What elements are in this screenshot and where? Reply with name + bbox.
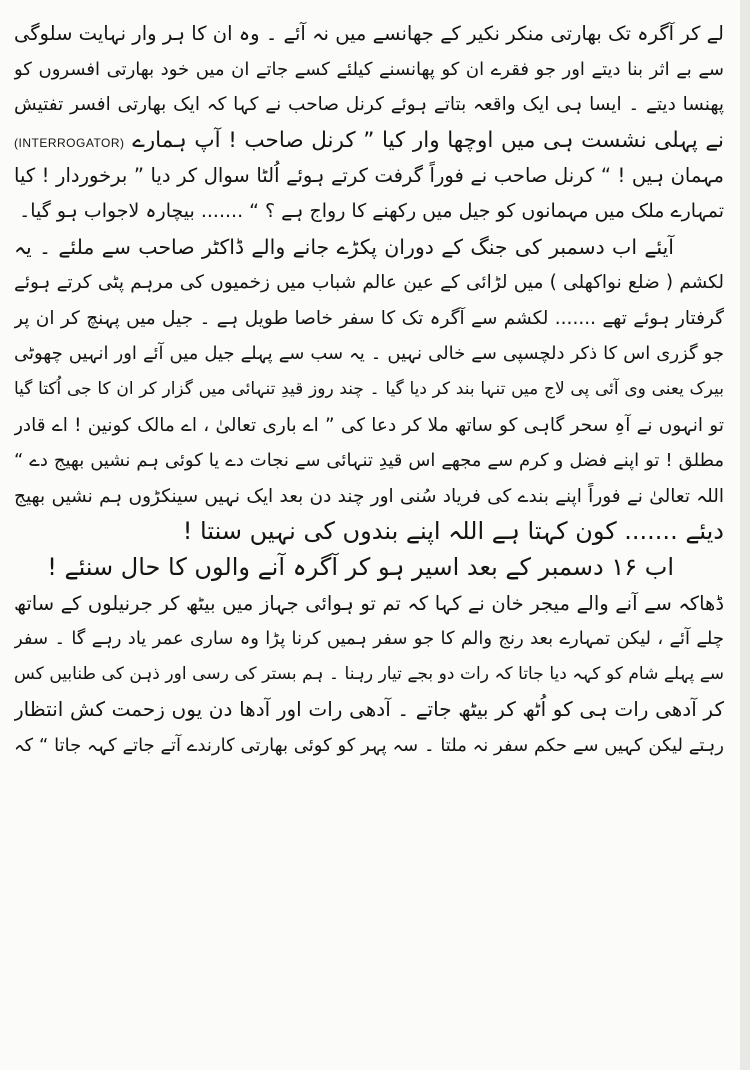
text-line-4 bbox=[14, 123, 724, 159]
text-line-3: پھنسا دیتے ۔ ایسا ہی ایک واقعہ بتاتے ہوئے کرنل صاحب نے کہا کہ ایک بھارتی افسر تفتیش bbox=[14, 94, 724, 116]
text-line-19: سے پہلے شام کو کہہ دیا جاتا کہ رات دو بجے تیار رہنا ۔ ہم بستر کی رسی اور ذہن کی طنابیں کس bbox=[14, 663, 724, 684]
text-line-12: تو انہوں نے آہِ سحر گاہی کو ساتھ ملا کر دعا کی ” اے باری تعالیٰ ، اے مالک کونین ! اے قادر bbox=[14, 414, 724, 436]
text-line-18: چلے آئے ، لیکن تمہارے بعد رنج والم کا جو سفر ہمیں کرنا پڑا وہ ساری عمر یاد رہے گا ۔ سفر bbox=[14, 628, 724, 650]
text-line-15: دیئے ....... کون کہتا ہے اللہ اپنے بندوں کی نہیں سنتا ! bbox=[182, 517, 724, 546]
text-line-20: کر آدھی رات ہی کو اُٹھ کر بیٹھ جاتے ۔ آدھی رات اور آدھا دن یوں زحمت کش انتظار bbox=[14, 697, 724, 722]
text-line-14: اللہ تعالیٰ نے فوراً اپنے بندے کی فریاد سُنی اور چند دن بعد ایک نہیں سینکڑوں ہم نشیں بھیج bbox=[14, 485, 724, 507]
text-line-8: لکشم ( ضلع نواکھلی ) میں لڑائی کے عین عالم شباب میں زخمیوں کی مرہم پٹی کرتے ہوئے bbox=[14, 272, 724, 294]
text-line-21: رہتے لیکن کہیں سے حکم سفر نہ ملتا ۔ سہ پہر کو کوئی بھارتی کارندے آتے جاتے کہہ جاتا “ کہ bbox=[14, 734, 724, 756]
text-line-9: گرفتار ہوئے تھے ....... لکشم سے آگرہ تک کا سفر خاصا طویل ہے ۔ جیل میں پہنچ کر ان پر bbox=[14, 307, 724, 329]
text-line-1: لے کر آگرہ تک بھارتی منکر نکیر کے جھانسے میں نہ آئے ۔ وہ ان کا ہر وار نہایت سلوگی bbox=[14, 22, 724, 45]
text-line-2: سے بے اثر بنا دیتے اور جو فقرے ان کو پھانسنے کیلئے کسے جاتے ان میں خود بھارتی افسروں کو bbox=[14, 58, 724, 80]
text-line-16: اب ۱۶ دسمبر کے بعد اسیر ہو کر آگرہ آنے والوں کا حال سنئے ! bbox=[47, 552, 674, 581]
text-line-6: تمہارے ملک میں مہمانوں کو جیل میں رکھنے کا رواج ہے ؟ “ ....... بیچارہ لاجواب ہو گیا۔ bbox=[19, 199, 724, 222]
text-line-11: بیرک یعنی وی آئی پی لاج میں تنہا بند کر دیا گیا ۔ چند روز قیدِ تنہائی میں گزار کر ان کا جی اُکتا گیا bbox=[14, 378, 724, 399]
text-line-13: مطلق ! تو اپنے فضل و کرم سے مجھے اس قیدِ تنہائی سے نجات دے یا کوئی ہم نشیں بھیج دے “ bbox=[14, 450, 724, 472]
text-line-4-urdu: نے پہلی نشست ہی میں اوچھا وار کیا ” کرنل صاحب ! آپ ہمارے bbox=[132, 127, 724, 153]
text-line-5: مہمان ہیں ! “ کرنل صاحب نے فوراً گرفت کرتے ہوئے اُلٹا سوال کر دیا ” برخوردار ! کیا bbox=[14, 164, 724, 188]
text-line-17: ڈھاکہ سے آنے والے میجر خان نے کہا کہ تم تو ہوائی جہاز میں بیٹھ کر جرنیلوں کے ساتھ bbox=[14, 591, 724, 615]
interrogator-term: (INTERROGATOR) bbox=[14, 135, 125, 150]
text-line-10: جو گزری اس کا ذکر دلچسپی سے خالی نہیں ۔ یہ سب سے پہلے جیل میں آئے اور انہیں چھوٹی bbox=[14, 343, 724, 365]
text-line-7: آیئے اب دسمبر کی جنگ کے دوران پکڑے جانے والے ڈاکٹر صاحب سے ملئے ۔ یہ bbox=[14, 234, 674, 259]
